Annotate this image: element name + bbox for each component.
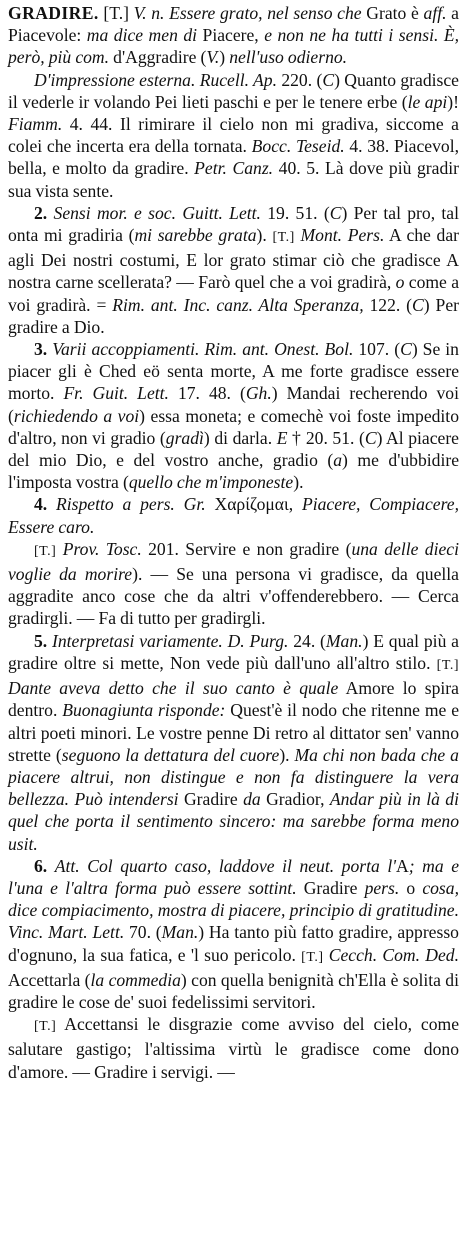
dictionary-entry-gradire xyxy=(8,2,459,1083)
italic-text: da xyxy=(243,789,261,810)
text-run: [T.] xyxy=(103,3,134,23)
tommaseo-mark: [T.] xyxy=(34,543,57,559)
italic-text: la commedia xyxy=(90,969,181,990)
text-run: ) me d'ubbidire l'imposta vostra ( xyxy=(8,450,459,493)
italic-text: una delle dieci voglie da morire xyxy=(8,538,459,585)
text-run: ) essa moneta; e comechè voi foste impedito d'altro, non vi gradio ( xyxy=(8,405,459,448)
text-run: A che dar agli Dei nostri costumi, E lor grato stimar ciò che gradisce A nostra carne scellerata? — Farò quel che a voi gradirà, xyxy=(8,225,459,293)
text-run: 19. 51. ( xyxy=(260,202,330,223)
text-run: 24. ( xyxy=(288,630,326,651)
text-run: ) Quanto gradisce il vederle ir volando Pei lieti paschi e per le tenere erbe ( xyxy=(8,69,459,112)
italic-text: richiedendo a voi xyxy=(13,405,140,426)
italic-text: V. n. Essere grato, nel senso che xyxy=(133,3,362,23)
italic-text: cosa, dice compiacimento, mostra di piacere, principio di gratitudine. Vinc. Mart. Lett. xyxy=(8,877,459,943)
text-run: a Piacevole: xyxy=(8,3,459,46)
italic-text: Interpretasi variamente. D. Purg. xyxy=(52,630,289,651)
italic-text: Man. xyxy=(161,922,199,943)
text-run xyxy=(47,494,56,514)
text-run: come a voi gradirà. = xyxy=(8,272,460,315)
text-run: ) Per tal pro, tal onta mi gradiria ( xyxy=(8,202,459,246)
text-run: 4. 44. Il rimirare il cielo non mi gradiva, siccome a colei che incerta era della tornata. xyxy=(8,114,459,157)
italic-text: Varii accoppiamenti. Rim. ant. Onest. Bol. xyxy=(52,339,354,360)
italic-text: Bocc. Teseid. xyxy=(251,136,345,157)
text-run: Gradire xyxy=(178,789,244,810)
italic-text: Rim. ant. Inc. canz. Alta Speranza, xyxy=(112,294,364,315)
text-run: Χαρίζομαι, xyxy=(205,494,302,515)
italic-text: D'impressione esterna. Rucell. Ap. xyxy=(34,69,277,90)
text-run: Piacere, xyxy=(197,25,265,46)
text-run: A xyxy=(396,855,409,876)
tommaseo-mark: [T.] xyxy=(272,230,295,246)
text-run: 70. ( xyxy=(124,922,162,943)
italic-text: nell'uso odierno. xyxy=(229,47,348,68)
text-run: )! xyxy=(447,91,459,112)
italic-text: Fiamm. xyxy=(8,114,63,135)
text-run: ). xyxy=(293,472,304,493)
sense-paragraph xyxy=(8,855,459,1013)
text-run: Amore lo spira dentro. xyxy=(8,678,459,721)
text-run: ) Se in piacer gli è Ched eö senta morte, A me forte gradisce essere morto. xyxy=(8,339,459,404)
text-run: ) con quella benignità ch'Ella è solita di gradire le cose de' suoi fedelissimi servitori. xyxy=(8,969,459,1012)
text-run: 220. ( xyxy=(277,69,323,90)
italic-text: E xyxy=(276,427,288,448)
sense-number: 6. xyxy=(34,855,48,876)
text-run xyxy=(47,856,55,876)
text-run: ) di darla. xyxy=(203,427,277,448)
text-run: 107. ( xyxy=(353,339,401,360)
italic-text: C xyxy=(322,69,335,90)
italic-text: aff. xyxy=(423,3,447,23)
text-run: Accettarla ( xyxy=(8,969,91,990)
sense-paragraph xyxy=(8,69,459,202)
text-run: Grato è xyxy=(361,3,424,23)
text-run: Gradior, xyxy=(260,789,330,810)
italic-text: Att. Col quarto caso, laddove il neut. porta l' xyxy=(54,855,397,876)
text-run: ). xyxy=(279,744,295,765)
text-run: ). — Se una persona vi gradisce, da quella aggradite anco cose che da altri v'offenderebbero. — Cerca gradirgli. — Fa di tutto per gradirgli. xyxy=(8,564,459,629)
italic-text: Dante aveva detto che il suo canto è quale xyxy=(8,678,339,699)
text-run: ) Per gradire a Dio. xyxy=(8,294,459,337)
text-run: † 20. 51. ( xyxy=(287,427,365,448)
text-run: Gradire xyxy=(296,877,365,898)
italic-text: Andar più in là di quel che porta il sentimento sincero: ma sarebbe forma meno usit. xyxy=(8,789,459,854)
text-run: 201. Servire e non gradire ( xyxy=(141,538,352,559)
italic-text: C xyxy=(329,202,342,223)
italic-text: quello che m'imponeste xyxy=(128,472,294,493)
tommaseo-mark: [T.] xyxy=(436,657,459,673)
text-run: d'Aggradire ( xyxy=(109,47,207,68)
text-run: ) E qual più a gradire oltre si mette, Non vede più dall'uno all'altro stilo. xyxy=(8,630,459,673)
sense-paragraph xyxy=(8,1013,459,1083)
italic-text: le api xyxy=(407,91,448,112)
italic-text: Piacere, Compiacere, Essere caro. xyxy=(8,494,459,537)
italic-text: Sensi mor. e soc. Guitt. Lett. xyxy=(53,202,261,223)
italic-text: ; ma e l'una e l'altra forma può essere sottint. xyxy=(8,855,460,898)
text-run: o xyxy=(399,877,423,898)
text-run: ) Ha tanto più fatto gradire, appresso d'ognuno, la sua fatica, e 'l suo pericolo. xyxy=(8,922,459,965)
tommaseo-mark: [T.] xyxy=(301,949,324,965)
italic-text: Petr. Canz. xyxy=(194,158,274,179)
italic-text: pers. xyxy=(364,877,400,898)
sense-number: 3. xyxy=(34,339,48,360)
text-run: Quest'è il nodo che ritenne me e altri poeti minori. Le vostre penne Di retro al dittator sen' vanno strette ( xyxy=(8,700,459,765)
sense-paragraph xyxy=(8,630,459,855)
italic-text: C xyxy=(412,294,424,315)
italic-text: Buonagiunta risponde: xyxy=(62,700,226,721)
italic-text: o xyxy=(395,272,405,293)
text-run: ) Al piacere del mio Dio, e del vostro anche, gradio ( xyxy=(8,427,459,471)
text-run: ) xyxy=(219,47,230,68)
text-run: 4. 38. Piacevol, bella, e molto da gradire. xyxy=(8,136,459,179)
sense-paragraph xyxy=(8,202,459,338)
italic-text: a xyxy=(333,450,343,471)
italic-text: Rispetto a pers. Gr. xyxy=(56,494,206,515)
italic-text: Cecch. Com. Ded. xyxy=(328,944,459,965)
sense-number: 2. xyxy=(34,202,48,223)
italic-text: e non ne ha tutti i sensi. È, però, più com. xyxy=(8,25,459,68)
italic-text: Ma chi non bada che a piacere altrui, non distingue e non fa distinguere la vera bellezza. Può intendersi xyxy=(8,744,459,810)
text-run: 122. ( xyxy=(363,294,413,315)
italic-text: V. xyxy=(206,47,220,68)
sense-number: 4. xyxy=(34,494,48,515)
italic-text: gradì xyxy=(165,427,204,448)
sense-number: 5. xyxy=(34,630,48,651)
sense-paragraph xyxy=(8,538,459,630)
tommaseo-mark: [T.] xyxy=(34,1019,57,1035)
text-run: Accettansi le disgrazie come avviso del cielo, come salutare gastigo; l'altissima virtù le gradisce come dono d'amore. — Gradire i servigi. — xyxy=(8,1014,459,1082)
italic-text: Prov. Tosc. xyxy=(62,538,142,559)
headword: GRADIRE. xyxy=(8,3,99,23)
sense-paragraph xyxy=(8,338,459,493)
italic-text: Fr. Guit. Lett. xyxy=(63,383,169,404)
italic-text: Mont. Pers. xyxy=(300,225,385,246)
italic-text: C xyxy=(364,427,377,448)
italic-text: C xyxy=(400,339,412,360)
text-run: ). xyxy=(256,225,273,246)
text-run: 17. 48. ( xyxy=(168,383,246,404)
italic-text: Man. xyxy=(325,630,363,651)
text-run: 40. 5. Là dove più gradir sua vista sente. xyxy=(8,158,459,201)
italic-text: mi sarebbe grata xyxy=(134,225,257,246)
text-run: ) Mandai recherendo voi ( xyxy=(8,383,459,426)
italic-text: seguono la dettatura del cuore xyxy=(61,744,280,765)
italic-text: ma dice men di xyxy=(86,25,198,46)
italic-text: Gh. xyxy=(245,383,272,404)
sense-paragraph xyxy=(8,493,459,537)
